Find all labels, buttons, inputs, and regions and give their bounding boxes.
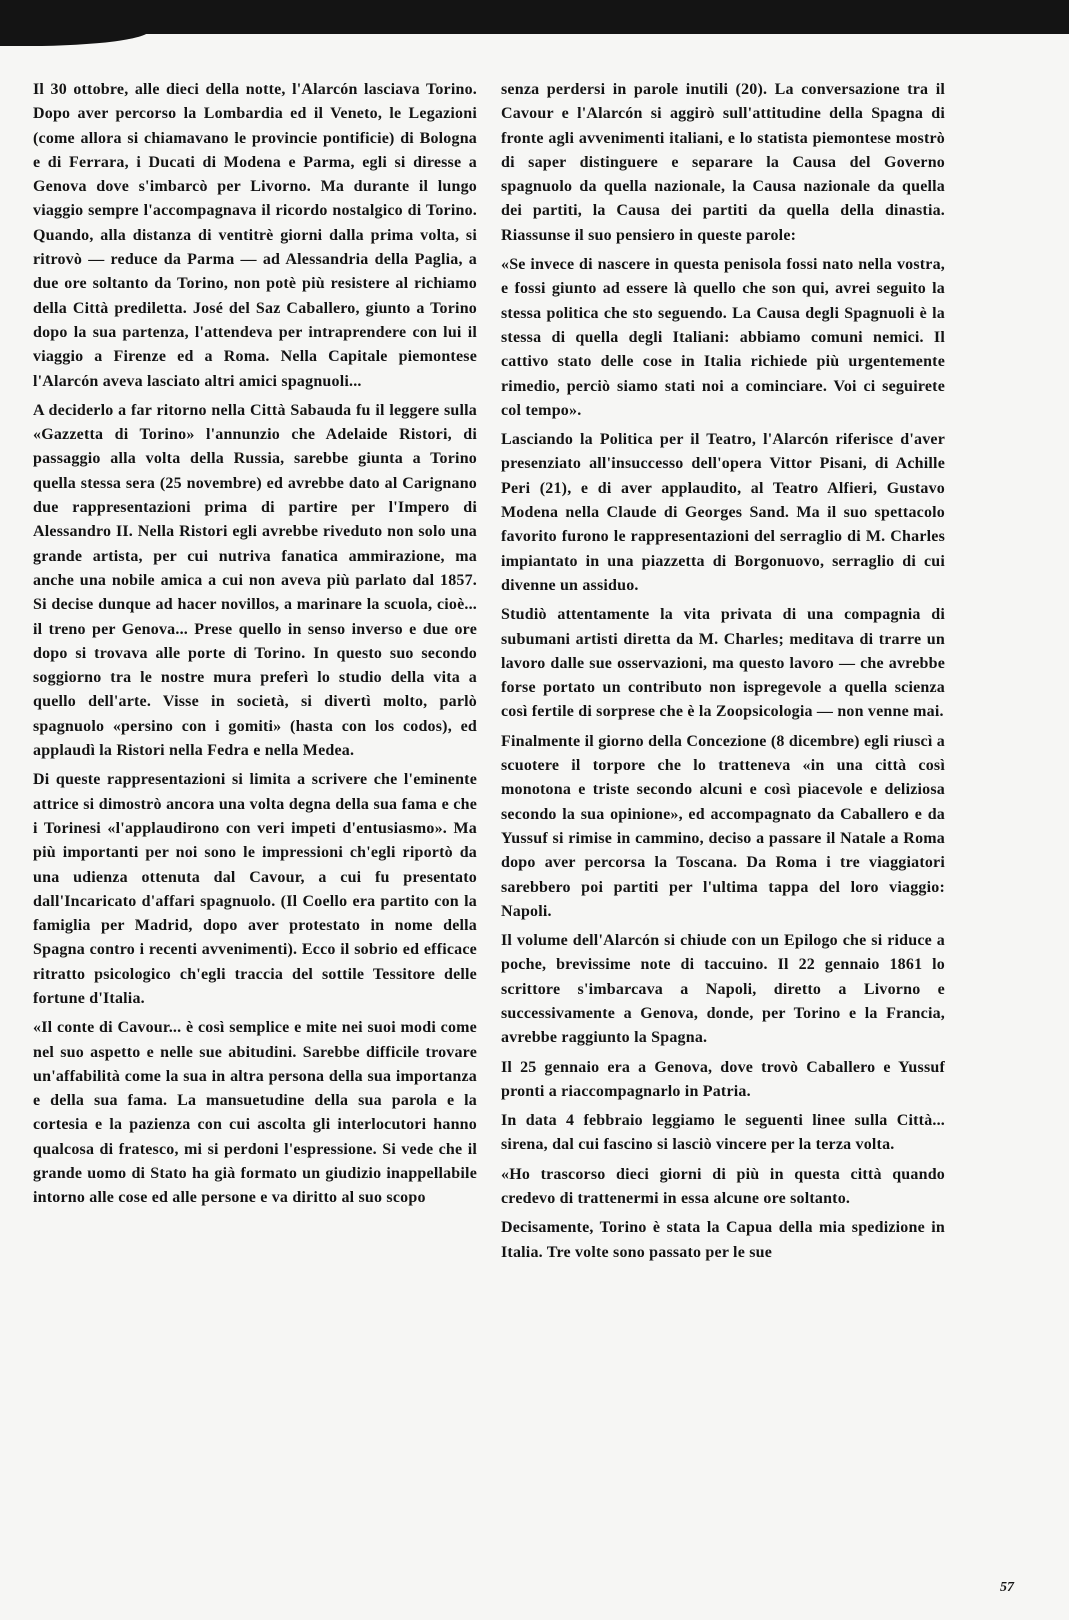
scan-top-shadow bbox=[0, 30, 150, 46]
paragraph: Il volume dell'Alarcón si chiude con un Epilogo che si riduce a poche, brevissime note di taccuino. Il 22 gennaio 1861 lo scrittore s'imbarcava a Napoli, diretto a Livorno e successivamente a Genova, donde, per Torino e la Francia, avrebbe raggiunto la Spagna. bbox=[501, 932, 945, 1047]
paragraph: Lasciando la Politica per il Teatro, l'Alarcón riferisce d'aver presenziato all'insuccesso dell'opera Vittor Pisani, di Achille Peri (21), e di aver applaudito, al Teatro Alfieri, Gustavo Modena nella Claude di Georges Sand. Ma il suo spettacolo favorito furono le rappresentazioni del serraglio di M. Charles impiantato in una piazzetta di Borgonuovo, serraglio di cui divenne un assiduo. bbox=[501, 431, 945, 594]
scan-top-border bbox=[0, 0, 1069, 34]
page-number: 57 bbox=[1000, 1580, 1014, 1595]
paragraph: Il 25 gennaio era a Genova, dove trovò Caballero e Yussuf pronti a riaccompagnarlo in Patria. bbox=[501, 1058, 945, 1100]
paragraph: «Se invece di nascere in questa penisola fossi nato nella vostra, e fossi giunto ad essere là quello che son qui, avrei seguito la stessa politica che sto seguendo. La Causa degli Spagnuoli è la stessa di quella degli Italiani: abbiamo comuni nemici. Il cattivo stato delle cose in Italia richiede più urgentemente rimedio, perciò siamo stati noi a cominciare. Voi ci seguirete col tempo». bbox=[501, 256, 945, 419]
paragraph: Di queste rappresentazioni si limita a scrivere che l'eminente attrice si dimostrò ancora una volta degna della sua fama e che i Torinesi «l'applaudirono con veri impeti d'entusiasmo». Ma più importanti per noi sono le impressioni ch'egli riportò da una udienza ottenuta dal Cavour, a cui fu presentato dall'Incaricato d'affari spagnuolo. (Il Coello era partito con la famiglia per Madrid, dopo aver protestato in nome della Spagna contro i recenti avvenimenti). Ecco il sobrio ed efficace ritratto psicologico ch'egli traccia del sottile Tessitore delle fortune d'Italia. bbox=[33, 771, 477, 1007]
paragraph: In data 4 febbraio leggiamo le seguenti linee sulla Città... sirena, dal cui fascino si lasciò vincere per la terza volta. bbox=[501, 1112, 945, 1154]
paragraph: A deciderlo a far ritorno nella Città Sabauda fu il leggere sulla «Gazzetta di Torino» l'annunzio che Adelaide Ristori, di passaggio alla volta della Russia, sarebbe giunta a Torino quella stessa sera (25 novembre) ed avrebbe dato al Carignano due rappresentazioni prima di partire per l'Impero di Alessandro II. Nella Ristori egli avrebbe riveduto non solo una grande artista, per cui nutriva fanatica ammirazione, ma anche una nobile amica a cui non aveva più parlato dal 1857. Si decise dunque ad hacer novillos, a marinare la scuola, cioè... il treno per Genova... Prese quello in senso inverso e due ore dopo si trovava alle porte di Torino. In questo suo secondo soggiorno tra le nostre mura preferì lo studio della vita a quello dell'arte. Visse in società, si divertì molto, parlò spagnuolo «persino con i gomiti» (hasta con los codos), ed applaudì la Ristori nella Fedra e nella Medea. bbox=[33, 401, 477, 760]
left-column bbox=[33, 78, 477, 1216]
paragraph: Il 30 ottobre, alle dieci della notte, l'Alarcón lasciava Torino. Dopo aver percorso la Lombardia ed il Veneto, le Legazioni (come allora si chiamavano le provincie pontificie) di Bologna e di Ferrara, i Ducati di Modena e Parma, egli si diresse a Genova dove s'imbarcò per Livorno. Ma durante il lungo viaggio sempre l'accompagnava il ricordo nostalgico di Torino. Quando, alla distanza di ventitrè giorni dalla prima volta, si ritrovò — reduce da Parma — ad Alessandria della Paglia, a due ore soltanto da Torino, non potè più resistere al richiamo della Città prediletta. José del Saz Caballero, giunto a Torino dopo la sua partenza, l'attendeva per intraprendere con lui il viaggio a Firenze ed a Roma. Nella Capitale piemontese l'Alarcón aveva lasciato altri amici spagnuoli... bbox=[33, 81, 477, 390]
paragraph: Finalmente il giorno della Concezione (8 dicembre) egli riuscì a scuotere il torpore che lo tratteneva «in una città così monotona e triste secondo alcuni e così piacevole e deliziosa secondo la sua opinione», ed accompagnato da Caballero e da Yussuf si rimise in cammino, deciso a passare il Natale a Roma dopo aver percorsa la Toscana. Da Roma i tre viaggiatori sarebbero poi partiti per l'ultima tappa del loro viaggio: Napoli. bbox=[501, 732, 945, 920]
paragraph: Decisamente, Torino è stata la Capua della mia spedizione in Italia. Tre volte sono passato per le sue bbox=[501, 1219, 945, 1261]
right-column bbox=[501, 78, 945, 1270]
paragraph: Studiò attentamente la vita privata di una compagnia di subumani artisti diretta da M. Charles; meditava di trarre un lavoro dalle sue osservazioni, ma questo lavoro — che avrebbe forse portato un contributo non ispregevole a quella scienza così fertile di sorprese che è la Zoopsicologia — non venne mai. bbox=[501, 606, 945, 721]
paragraph: senza perdersi in parole inutili (20). La conversazione tra il Cavour e l'Alarcón si aggirò sull'attitudine della Spagna di fronte agli avvenimenti italiani, e lo statista piemontese mostrò di saper distinguere e separare la Causa del Governo spagnuolo da quella nazionale, la Causa nazionale da quella dei partiti, la Causa dei partiti da quella della dinastia. Riassunse il suo pensiero in queste parole: bbox=[501, 81, 945, 244]
paragraph: «Ho trascorso dieci giorni di più in questa città quando credevo di trattenermi in essa alcune ore soltanto. bbox=[501, 1165, 945, 1208]
paragraph: «Il conte di Cavour... è così semplice e mite nei suoi modi come nel suo aspetto e nelle sue abitudini. Sarebbe difficile trovare un'affabilità come la sua in altra persona della sua importanza e della sua fama. La mansuetudine della sua parola e la cortesia e la pazienza con cui ascolta gli interlocutori hanno qualcosa di fratesco, mi si perdoni l'espressione. Si vede che il grande uomo di Stato ha già formato un giudizio inappellabile intorno alle cose ed alle persone e va diritto al suo scopo bbox=[33, 1019, 477, 1207]
